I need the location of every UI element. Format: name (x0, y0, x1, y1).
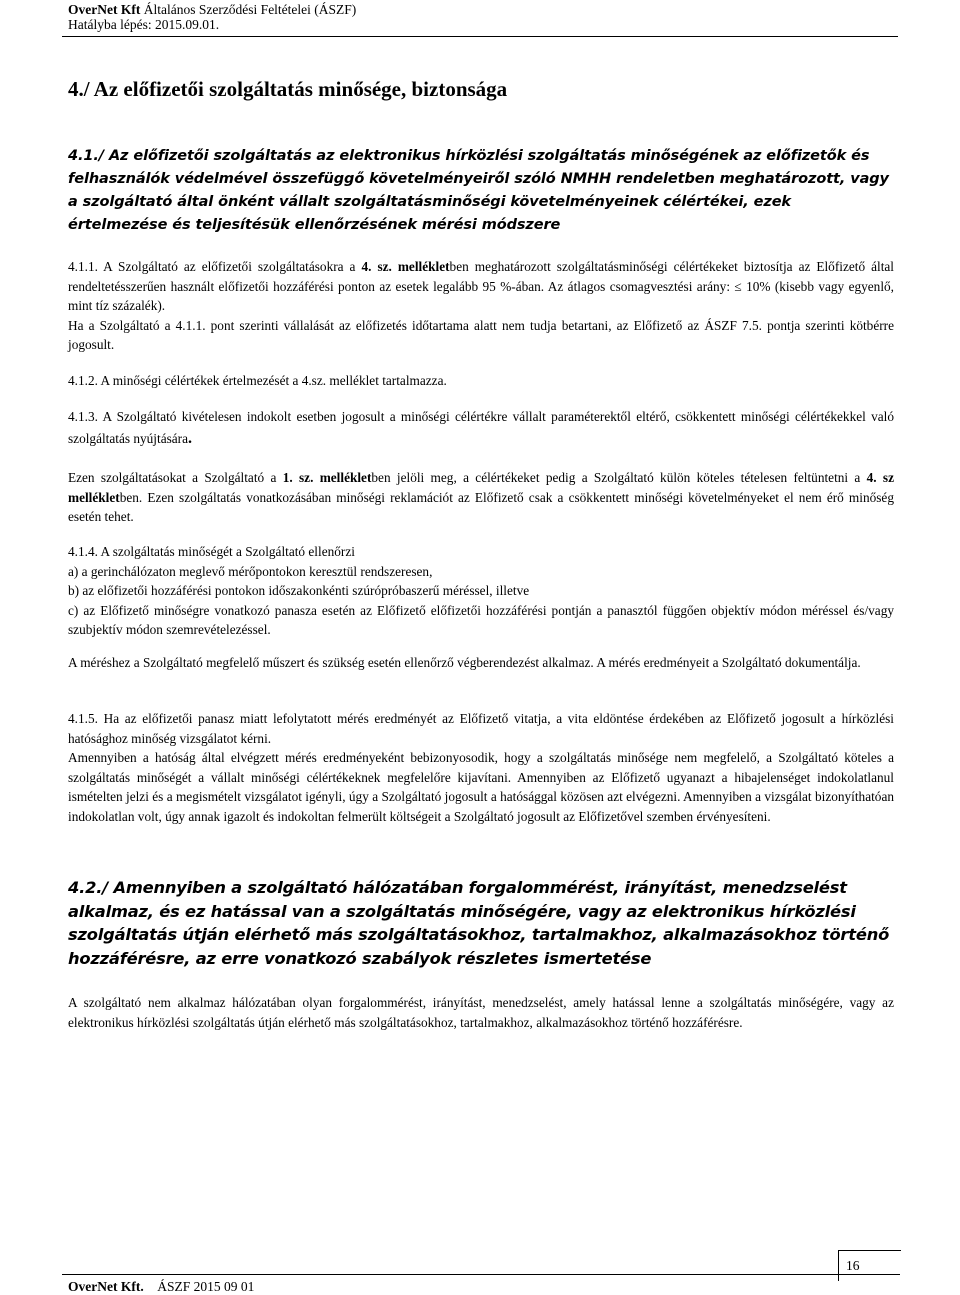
paragraph-text: Amennyiben a hatóság által elvégzett mérés eredményeként bebizonyosodik, hogy a szolgáltatás minősége nem megfelelő, a Szolgáltató köteles a szolgáltatás minőségét a vállalt minőségi célértékeknek megfelelőre kijavítani. Amennyiben az Előfizető ugyanazt a hibajelenséget indokolatlanul ismételten jelzi és a megismételt vizsgálatot igényli, úgy a Szolgáltató jogosult a hatósággal közösen azt elvégezni. Amennyiben a vizsgálat bizonyíthatóan indokolatlan volt, úgy annak igazolt és indokoltan felmerült költségeit a Szolgáltató jogosult az Előfizetővel szemben érvényesíteni. (68, 750, 894, 824)
page-header (68, 2, 356, 18)
paragraph-intro: 4.1.4. A szolgáltatás minőségét a Szolgáltató ellenőrzi (68, 544, 355, 559)
page-number: 16 (846, 1258, 860, 1273)
list-item: c) az Előfizető minőségre vonatkozó panasza esetén az Előfizető előfizetői hozzáférési pontján a panasztól függően objektív módon méréssel és/vagy szubjektív módon szemrevételezéssel. (68, 602, 894, 637)
annex-reference: 4. sz. melléklet (361, 259, 450, 274)
page-footer (68, 1279, 254, 1295)
paragraph-measurement: A méréshez a Szolgáltató megfelelő műszert és szükség esetén ellenőrző végberendezést alkalmaz. A mérés eredményeit a Szolgáltató dokumentálja. (68, 655, 861, 670)
header-company: OverNet Kft (68, 2, 141, 17)
paragraph-end-mark: . (188, 430, 192, 447)
list-item: b) az előfizetői hozzáférési pontokon időszakonkénti szúrópróbaszerű méréssel, illetve (68, 583, 530, 598)
paragraph-annex-note (68, 468, 894, 527)
paragraph-4-2: A szolgáltató nem alkalmaz hálózatában olyan forgalommérést, irányítást, menedzselést, amely hatással lenne a szolgáltatás minőségére, vagy az elektronikus hírközlési szolgáltatás útján elérhető más szolgáltatásokhoz, tartalmakhoz, alkalmazásokhoz történő hozzáférésre. (68, 995, 894, 1030)
paragraph-text: 4.1.1. A Szolgáltató az előfizetői szolgáltatásokra a (68, 259, 362, 274)
paragraph-4-1-4 (68, 542, 894, 640)
footer-doc: ÁSZF 2015 09 01 (157, 1279, 255, 1294)
header-divider (62, 36, 898, 37)
paragraph-text: 4.1.5. Ha az előfizetői panasz miatt lefolytatott mérés eredményét az Előfizető vitatja, a vita eldöntése érdekében az Előfizető jogosult a hírközlési hatósághoz minőség vizsgálatot kérni. (68, 711, 894, 746)
paragraph-text: ben. Ezen szolgáltatás vonatkozásában minőségi reklamációt az Előfizető csak a csökkentett minőségi követelményeket el nem érő minőség esetén tehet. (68, 489, 894, 524)
header-doc-title: Általános Szerződési Feltételei (ÁSZF) (143, 2, 357, 17)
annex-reference: 4. sz melléklet (68, 470, 895, 505)
paragraph-4-1-5 (68, 709, 894, 826)
subsection-4-1-title: 4.1./ Az előfizetői szolgáltatás az elektronikus hírközlési szolgáltatás minőségének az előfizetők és felhasználók védelmével összefüggő követelményeiről szóló NMHH rendeletben meghatározott, vagy a szolgáltató által önként vállalt szolgáltatásminőségi követelményeinek célértékei, ezek értelmezése és teljesítésük ellenőrzésének mérési módszere (68, 148, 889, 233)
footer-divider (62, 1274, 900, 1275)
paragraph-text: 4.1.3. A Szolgáltató kivételesen indokolt esetben jogosult a minőségi célértékre vállalt paraméterektől eltérő, csökkentett minőségi célértékekkel való szolgáltatás nyújtására (68, 409, 894, 446)
paragraph-text: Ha a Szolgáltató a 4.1.1. pont szerinti vállalását az előfizetés időtartama alatt nem tudja betartani, az Előfizető az ÁSZF 7.5. pontja szerinti kötbérre jogosult. (68, 317, 894, 352)
annex-reference: 1. sz. melléklet (282, 470, 372, 485)
header-effective-date: Hatályba lépés: 2015.09.01. (68, 17, 220, 32)
paragraph-text: ben jelöli meg, a célértékeket pedig a Szolgáltató külön köteles tételesen feltüntetni a (371, 470, 867, 485)
subsection-4-2-title: 4.2./ Amennyiben a szolgáltató hálózatában forgalommérést, irányítást, menedzselést alkalmaz, és ez hatással van a szolgáltatás minőségére, vagy az elektronikus hírközlési szolgáltatás útján elérhető más szolgáltatásokhoz, tartalmakhoz, alkalmazásokhoz történő hozzáférésre, az erre vonatkozó szabályok részletes ismertetése (68, 878, 890, 968)
paragraph-text: Ezen szolgáltatásokat a Szolgáltató a (68, 470, 283, 485)
paragraph-text: ben meghatározott szolgáltatásminőségi célértékeket biztosítja az Előfizető által rendeltetésszerűen használt előfizetői hozzáférési ponton az esetek legalább 95 %-ában. Az átlagos csomagvesztési arány: ≤ 10% (kisebb vagy egyenlő, mint tíz százalék). (68, 259, 894, 313)
footer-company: OverNet Kft. (68, 1279, 144, 1294)
list-item: a) a gerinchálózaton meglevő mérőpontokon keresztül rendszeresen, (68, 563, 433, 579)
paragraph-4-1-1 (68, 257, 894, 355)
paragraph-4-1-2: 4.1.2. A minőségi célértékek értelmezését a 4.sz. melléklet tartalmazza. (68, 373, 447, 388)
paragraph-4-1-3 (68, 406, 894, 450)
section-title: 4./ Az előfizetői szolgáltatás minősége, biztonsága (68, 77, 508, 101)
